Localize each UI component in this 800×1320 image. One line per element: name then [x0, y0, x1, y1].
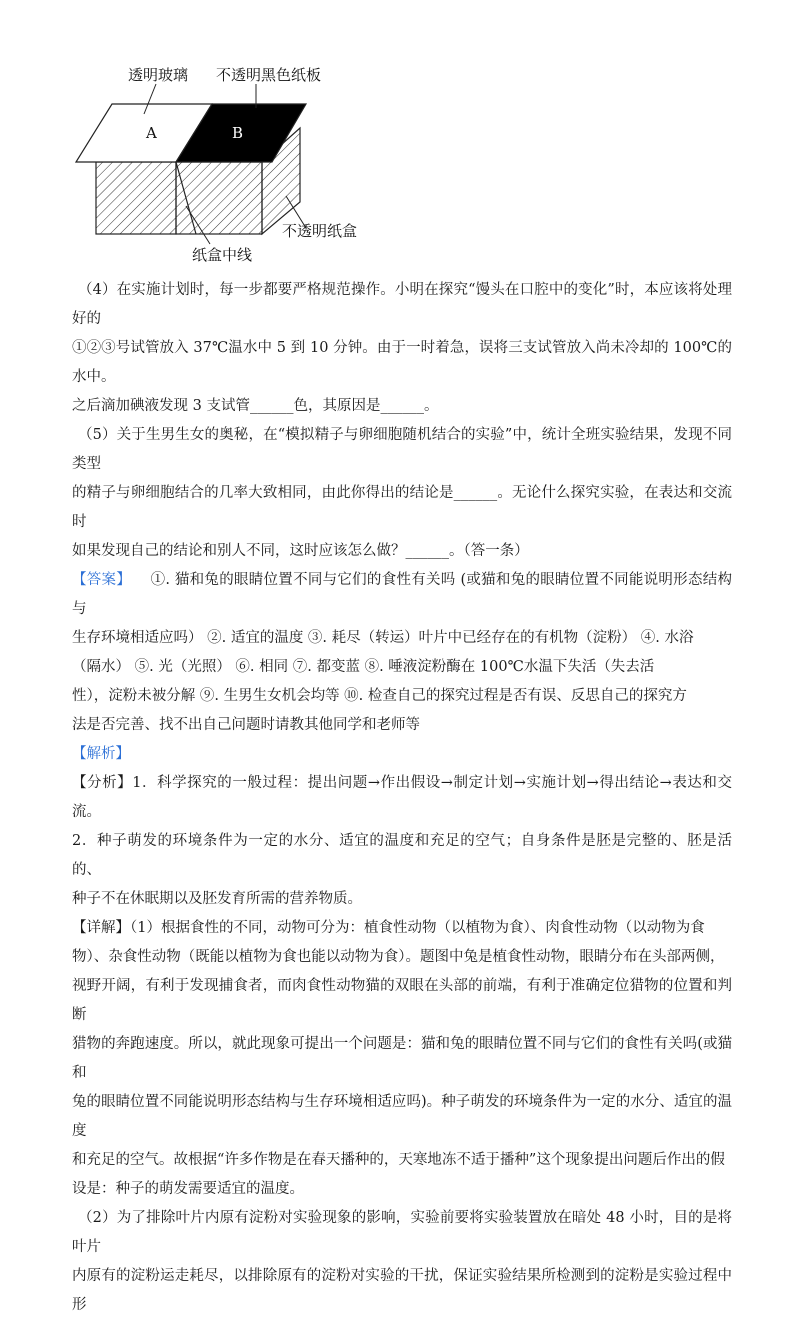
- analysis-line: 【分析】1．科学探究的一般过程：提出问题→作出假设→制定计划→实施计划→得出结论→表达和交流。: [72, 775, 732, 820]
- analysis-section: [72, 740, 732, 1320]
- answer-line: （隔水） ⑤. 光（光照） ⑥. 相同 ⑦. 都变蓝 ⑧. 唾液淀粉酶在 100℃水温下失活（失去活: [72, 659, 655, 675]
- question-4: [72, 276, 732, 421]
- analysis-line: 【详解】（1）根据食性的不同，动物可分为：植食性动物（以植物为食）、肉食性动物（以动物为食: [72, 920, 705, 936]
- experiment-box-figure: [60, 56, 380, 266]
- label-opaque-black-board: 不透明黑色纸板: [216, 66, 322, 84]
- answer-line: ①. 猫和兔的眼睛位置不同与它们的食性有关吗 (或猫和兔的眼睛位置不同能说明形态结构与: [72, 572, 733, 617]
- analysis-line: 猎物的奔跑速度。所以，就此现象可提出一个问题是：猫和兔的眼睛位置不同与它们的食性有关吗(或猫和: [72, 1036, 732, 1081]
- analysis-line: （2）为了排除叶片内原有淀粉对实验现象的影响，实验前要将实验装置放在暗处 48 小时，目的是将叶片: [72, 1210, 732, 1255]
- box-front-right: [176, 162, 262, 234]
- answer-line: 生存环境相适应吗） ②. 适宜的温度 ③. 耗尽（转运）叶片中已经存在的有机物（淀粉） ④. 水浴: [72, 630, 694, 646]
- question-line: 如果发现自己的结论和别人不同，这时应该怎么做？______。（答一条）: [72, 543, 529, 559]
- document-body: [72, 276, 732, 1320]
- analysis-line: 物）、杂食性动物（既能以植物为食也能以动物为食）。题图中兔是植食性动物，眼睛分布在头部两侧，: [72, 949, 725, 965]
- answer-line: 法是否完善、找不出自己问题时请教其他同学和老师等: [72, 717, 420, 733]
- analysis-line: 内原有的淀粉运走耗尽，以排除原有的淀粉对实验的干扰，保证实验结果所检测到的淀粉是实验过程中形: [72, 1268, 732, 1313]
- analysis-tag: 【解析】: [72, 746, 130, 762]
- label-transparent-glass: 透明玻璃: [128, 66, 189, 84]
- answer-tag: 【答案】: [72, 572, 132, 588]
- label-opaque-paper-box: 不透明纸盒: [282, 222, 358, 240]
- answer-section: [72, 566, 732, 740]
- label-b: B: [232, 124, 244, 142]
- question-5: [72, 421, 732, 566]
- analysis-line: 2．种子萌发的环境条件为一定的水分、适宜的温度和充足的空气；自身条件是胚是完整的、胚是活的、: [72, 833, 732, 878]
- box-front-left: [96, 162, 176, 234]
- label-box-midline: 纸盒中线: [192, 246, 253, 264]
- analysis-line: 视野开阔，有利于发现捕食者，而肉食性动物猫的双眼在头部的前端，有利于准确定位猎物的位置和判断: [72, 978, 732, 1023]
- answer-line: 性），淀粉未被分解 ⑨. 生男生女机会均等 ⑩. 检查自己的探究过程是否有误、反思自己的探究方: [72, 688, 687, 704]
- question-line: 之后滴加碘液发现 3 支试管______色，其原因是______。: [72, 398, 439, 414]
- question-line: 的精子与卵细胞结合的几率大致相同，由此你得出的结论是______。无论什么探究实验，在表达和交流时: [72, 485, 732, 530]
- question-line: ①②③号试管放入 37℃温水中 5 到 10 分钟。由于一时着急，误将三支试管放入尚未冷却的 100℃的水中。: [72, 340, 732, 385]
- analysis-line: 兔的眼睛位置不同能说明形态结构与生存环境相适应吗)。种子萌发的环境条件为一定的水分、适宜的温度: [72, 1094, 732, 1139]
- analysis-line: 和充足的空气。故根据“许多作物是在春天播种的，天寒地冻不适于播种”这个现象提出问题后作出的假: [72, 1152, 725, 1168]
- analysis-line: 设是：种子的萌发需要适宜的温度。: [72, 1181, 304, 1197]
- label-a: A: [146, 124, 157, 142]
- question-line: （4）在实施计划时，每一步都要严格规范操作。小明在探究“馒头在口腔中的变化”时，本应该将处理好的: [72, 282, 732, 327]
- analysis-line: 种子不在休眠期以及胚发育所需的营养物质。: [72, 891, 362, 907]
- question-line: （5）关于生男生女的奥秘，在“模拟精子与卵细胞随机结合的实验”中，统计全班实验结果，发现不同类型: [72, 427, 732, 472]
